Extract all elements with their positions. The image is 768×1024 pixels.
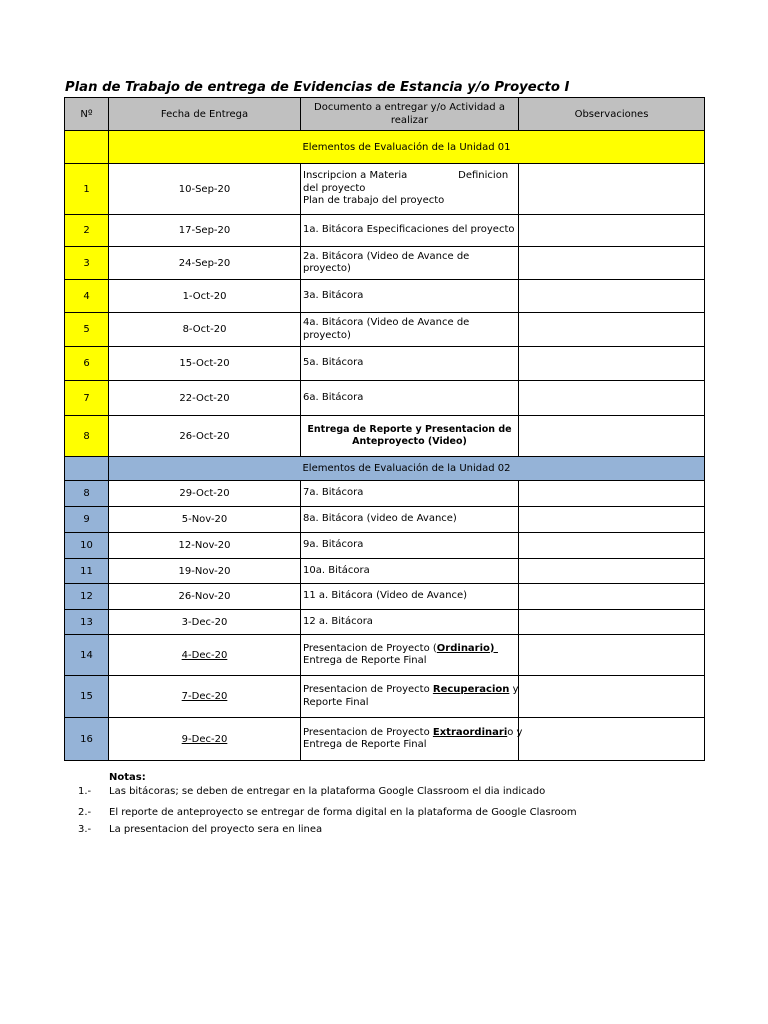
row-num: 8 — [65, 481, 109, 507]
row-date: 10-Sep-20 — [109, 164, 301, 215]
table-row — [65, 164, 705, 215]
row-num: 4 — [65, 280, 109, 313]
note-text: La presentacion del proyecto sera en linea — [109, 824, 323, 835]
row-date: 8-Oct-20 — [109, 313, 301, 347]
table-row — [65, 584, 705, 610]
row-date: 29-Oct-20 — [109, 481, 301, 507]
row-doc: 10a. Bitácora — [301, 559, 519, 584]
note-number: 3.- — [78, 824, 92, 835]
table-row — [65, 280, 705, 313]
row-obs — [519, 247, 705, 280]
row-doc-text: Presentacion de Proyecto — [303, 726, 433, 738]
row-doc — [301, 164, 519, 215]
section-num-cell — [65, 457, 109, 481]
header-doc: Documento a entregar y/o Actividad a realizar — [301, 98, 519, 131]
row-num: 3 — [65, 247, 109, 280]
row-num: 13 — [65, 610, 109, 635]
row-date: 1-Oct-20 — [109, 280, 301, 313]
table-row — [65, 347, 705, 381]
row-date: 15-Oct-20 — [109, 347, 301, 381]
row-date: 17-Sep-20 — [109, 215, 301, 247]
row-doc-line: Reporte Final — [303, 696, 369, 708]
row-doc — [301, 718, 523, 761]
section-num-cell — [65, 131, 109, 164]
row-obs — [519, 381, 705, 416]
row-date: 7-Dec-20 — [109, 676, 301, 718]
row-num: 8 — [65, 416, 109, 457]
table-row — [65, 533, 705, 559]
table-row — [65, 610, 705, 635]
row-date: 24-Sep-20 — [109, 247, 301, 280]
row-obs — [519, 676, 705, 718]
row-num: 15 — [65, 676, 109, 718]
row-doc: 6a. Bitácora — [301, 381, 519, 416]
row-obs — [519, 533, 705, 559]
row-date: 26-Oct-20 — [109, 416, 301, 457]
row-date: 12-Nov-20 — [109, 533, 301, 559]
table-row — [65, 676, 705, 718]
section-label-unit1: Elementos de Evaluación de la Unidad 01 — [109, 131, 705, 164]
row-date: 3-Dec-20 — [109, 610, 301, 635]
row-date: 9-Dec-20 — [109, 718, 301, 761]
row-doc: 9a. Bitácora — [301, 533, 519, 559]
row-doc-emphasis: Extraordinari — [432, 726, 508, 738]
row-doc — [301, 247, 519, 280]
row-num: 14 — [65, 635, 109, 676]
row-num: 5 — [65, 313, 109, 347]
row-date: 5-Nov-20 — [109, 507, 301, 533]
row-doc-text: o y — [507, 726, 523, 738]
header-obs: Observaciones — [519, 98, 705, 131]
row-doc: 11 a. Bitácora (Video de Avance) — [301, 584, 519, 610]
row-obs — [519, 416, 705, 457]
row-doc — [301, 676, 519, 718]
row-doc-line — [303, 643, 516, 656]
row-doc-line: proyecto) — [303, 329, 351, 341]
table-row — [65, 635, 705, 676]
row-doc-line: del proyecto — [303, 182, 366, 194]
row-obs — [519, 164, 705, 215]
row-doc: 3a. Bitácora — [301, 280, 519, 313]
note-number: 2.- — [78, 807, 92, 818]
row-doc-line: 2a. Bitácora (Video de Avance de — [303, 250, 470, 262]
row-doc: 8a. Bitácora (video de Avance) — [301, 507, 519, 533]
row-num: 9 — [65, 507, 109, 533]
row-num: 2 — [65, 215, 109, 247]
row-doc-line: Entrega de Reporte Final — [303, 739, 427, 750]
section-row-unit2 — [65, 457, 705, 481]
row-num: 11 — [65, 559, 109, 584]
row-doc: 5a. Bitácora — [301, 347, 519, 381]
row-obs — [519, 610, 705, 635]
section-label-unit2: Elementos de Evaluación de la Unidad 02 — [109, 457, 705, 481]
row-date: 26-Nov-20 — [109, 584, 301, 610]
row-num: 12 — [65, 584, 109, 610]
row-obs — [519, 313, 705, 347]
row-doc-line: Entrega de Reporte Final — [303, 655, 427, 666]
row-obs — [519, 347, 705, 381]
row-doc-line: Entrega de Reporte y Presentacion de — [307, 423, 512, 435]
row-doc — [301, 313, 519, 347]
row-date: 4-Dec-20 — [109, 635, 301, 676]
row-doc-line: Inscripcion a Materia Definicion — [303, 170, 509, 182]
row-doc-line: Anteproyecto (Video) — [352, 436, 467, 447]
row-num: 7 — [65, 381, 109, 416]
table-row — [65, 559, 705, 584]
table-row — [65, 313, 705, 347]
row-doc — [301, 416, 519, 457]
row-doc-line: proyecto) — [303, 263, 351, 274]
table-row — [65, 416, 705, 457]
section-row-unit1 — [65, 131, 705, 164]
row-doc: 1a. Bitácora Especificaciones del proyecto — [301, 215, 519, 247]
table-row — [65, 215, 705, 247]
table-row — [65, 507, 705, 533]
row-doc-line — [303, 684, 519, 697]
row-obs — [519, 559, 705, 584]
row-doc: 7a. Bitácora — [301, 481, 519, 507]
header-row — [65, 98, 705, 131]
notes-title: Notas: — [109, 772, 146, 783]
row-obs — [519, 507, 705, 533]
row-obs — [519, 635, 705, 676]
row-obs — [519, 215, 705, 247]
page-title: Plan de Trabajo de entrega de Evidencias de Estancia y/o Proyecto I — [65, 80, 570, 95]
row-date: 22-Oct-20 — [109, 381, 301, 416]
row-doc-text: Presentacion de Proyecto — [303, 684, 433, 695]
row-doc-line: Plan de trabajo del proyecto — [303, 195, 445, 207]
table-row — [65, 381, 705, 416]
row-obs — [519, 584, 705, 610]
note-text: Las bitácoras; se deben de entregar en la plataforma Google Classroom el dia indicado — [109, 786, 546, 797]
row-num: 1 — [65, 164, 109, 215]
row-doc — [301, 635, 519, 676]
header-date: Fecha de Entrega — [109, 98, 301, 131]
row-num: 16 — [65, 718, 109, 761]
row-date: 19-Nov-20 — [109, 559, 301, 584]
row-doc-line — [303, 726, 523, 740]
header-num: Nº — [65, 98, 109, 131]
row-obs — [519, 718, 705, 761]
row-doc-text: y — [509, 684, 519, 695]
row-doc-text: Presentacion de Proyecto ( — [303, 642, 437, 654]
row-num: 6 — [65, 347, 109, 381]
table-row — [65, 247, 705, 280]
plan-table — [64, 97, 705, 761]
row-num: 10 — [65, 533, 109, 559]
row-obs — [519, 481, 705, 507]
table-row — [65, 481, 705, 507]
note-number: 1.- — [78, 786, 92, 797]
row-obs — [519, 280, 705, 313]
note-text: El reporte de anteproyecto se entregar de forma digital en la plataforma de Google Clasroom — [109, 807, 577, 818]
row-doc: 12 a. Bitácora — [301, 610, 519, 635]
row-doc-emphasis: Recuperacion — [432, 684, 510, 695]
row-doc-line: 4a. Bitácora (Video de Avance de — [303, 317, 470, 328]
row-doc-emphasis: Ordinario) — [436, 642, 498, 654]
table-row — [65, 718, 705, 761]
